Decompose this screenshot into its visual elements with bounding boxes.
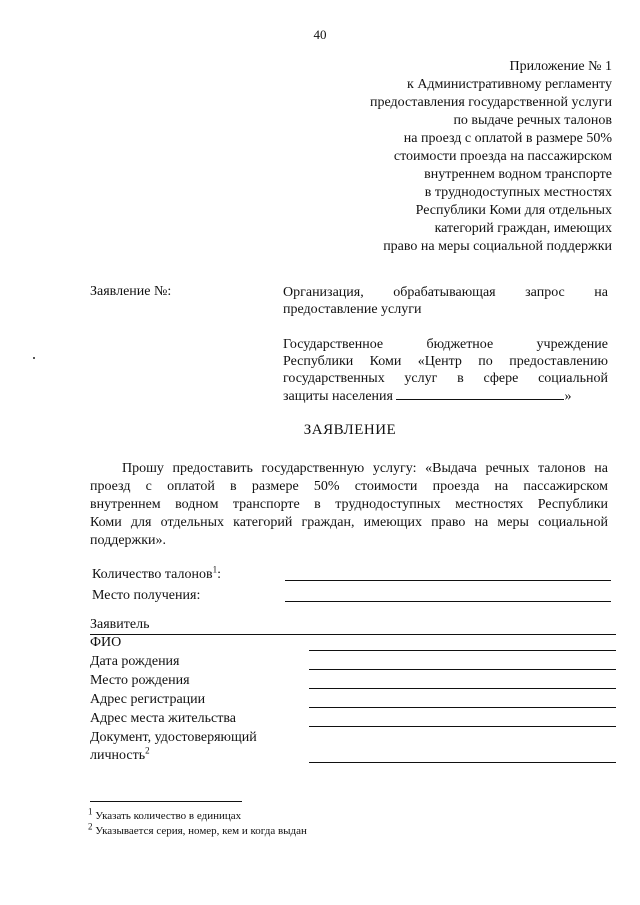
fio-label: ФИО — [90, 635, 122, 650]
appendix-line: категорий граждан, имеющих — [434, 221, 612, 236]
footnote-divider — [90, 801, 242, 802]
ticket-count-label: Количество талонов$^1$: — [92, 564, 221, 582]
birth-place-label: Место рождения — [90, 673, 190, 688]
applicant-header: Заявитель — [90, 617, 616, 635]
registration-address-field[interactable] — [309, 706, 616, 708]
appendix-line: Приложение № 1 — [509, 59, 612, 74]
appendix-heading — [312, 58, 612, 256]
application-number-label: Заявление №: — [90, 284, 172, 299]
appendix-line: на проезд с оплатой в размере 50% — [403, 131, 612, 146]
fio-field[interactable] — [309, 649, 616, 651]
id-document-field[interactable] — [309, 761, 616, 763]
ticket-count-field[interactable] — [285, 579, 611, 581]
appendix-line: Республики Коми для отдельных — [415, 203, 612, 218]
appendix-line: право на меры социальной поддержки — [383, 239, 612, 254]
birth-date-field[interactable] — [309, 668, 616, 670]
id-document-label: Документ, удостоверяющий личность$^2$ — [90, 730, 257, 763]
document-title: ЗАЯВЛЕНИЕ — [303, 422, 397, 438]
footnote-1: $^1$ Указать количество в единицах — [88, 806, 242, 822]
appendix-line: стоимости проезда на пассажирском — [393, 149, 612, 164]
residence-address-field[interactable] — [309, 725, 616, 727]
request-line: проезд с оплатой в размере 50% стоимости проезда на пассажирском — [90, 479, 608, 494]
appendix-line: к Административному регламенту — [407, 77, 612, 92]
institution-line: Государственное бюджетное учреждение — [283, 337, 608, 352]
institution-last-prefix: защиты населения — [283, 389, 393, 404]
birth-place-field[interactable] — [309, 687, 616, 689]
institution-last-suffix: » — [564, 389, 572, 404]
request-paragraph — [90, 460, 608, 550]
organization-block — [283, 284, 608, 405]
pickup-place-label: Место получения: — [92, 588, 201, 603]
organization-line: предоставление услуги — [283, 302, 422, 317]
birth-date-label: Дата рождения — [90, 654, 180, 669]
request-line: Коми для отдельных категорий граждан, имеющих право на меры социальной — [90, 515, 608, 530]
residence-address-label: Адрес места жительства — [90, 711, 236, 726]
request-line: внутреннем водном транспорте в труднодоступных местностях Республики — [90, 497, 608, 512]
appendix-line: в труднодоступных местностях — [424, 185, 612, 200]
institution-line: Республики Коми «Центр по предоставлению — [283, 354, 608, 369]
appendix-line: внутреннем водном транспорте — [424, 167, 612, 182]
appendix-line: предоставления государственной услуги — [370, 95, 612, 110]
pickup-place-field[interactable] — [285, 600, 611, 602]
scan-speck — [33, 357, 35, 359]
organization-line: Организация, обрабатывающая запрос на — [283, 285, 608, 300]
registration-address-label: Адрес регистрации — [90, 692, 206, 707]
institution-line: государственных услуг в сфере социальной — [283, 371, 608, 386]
appendix-line: по выдаче речных талонов — [453, 113, 612, 128]
request-line: Прошу предоставить государственную услугу: «Выдача речных талонов на — [122, 461, 608, 476]
request-line: поддержки». — [90, 533, 167, 548]
page-number: 40 — [313, 27, 327, 42]
footnote-2: $^2$ Указывается серия, номер, кем и когда выдан — [88, 821, 307, 837]
institution-branch-blank[interactable] — [396, 387, 564, 400]
institution-line — [283, 387, 608, 405]
